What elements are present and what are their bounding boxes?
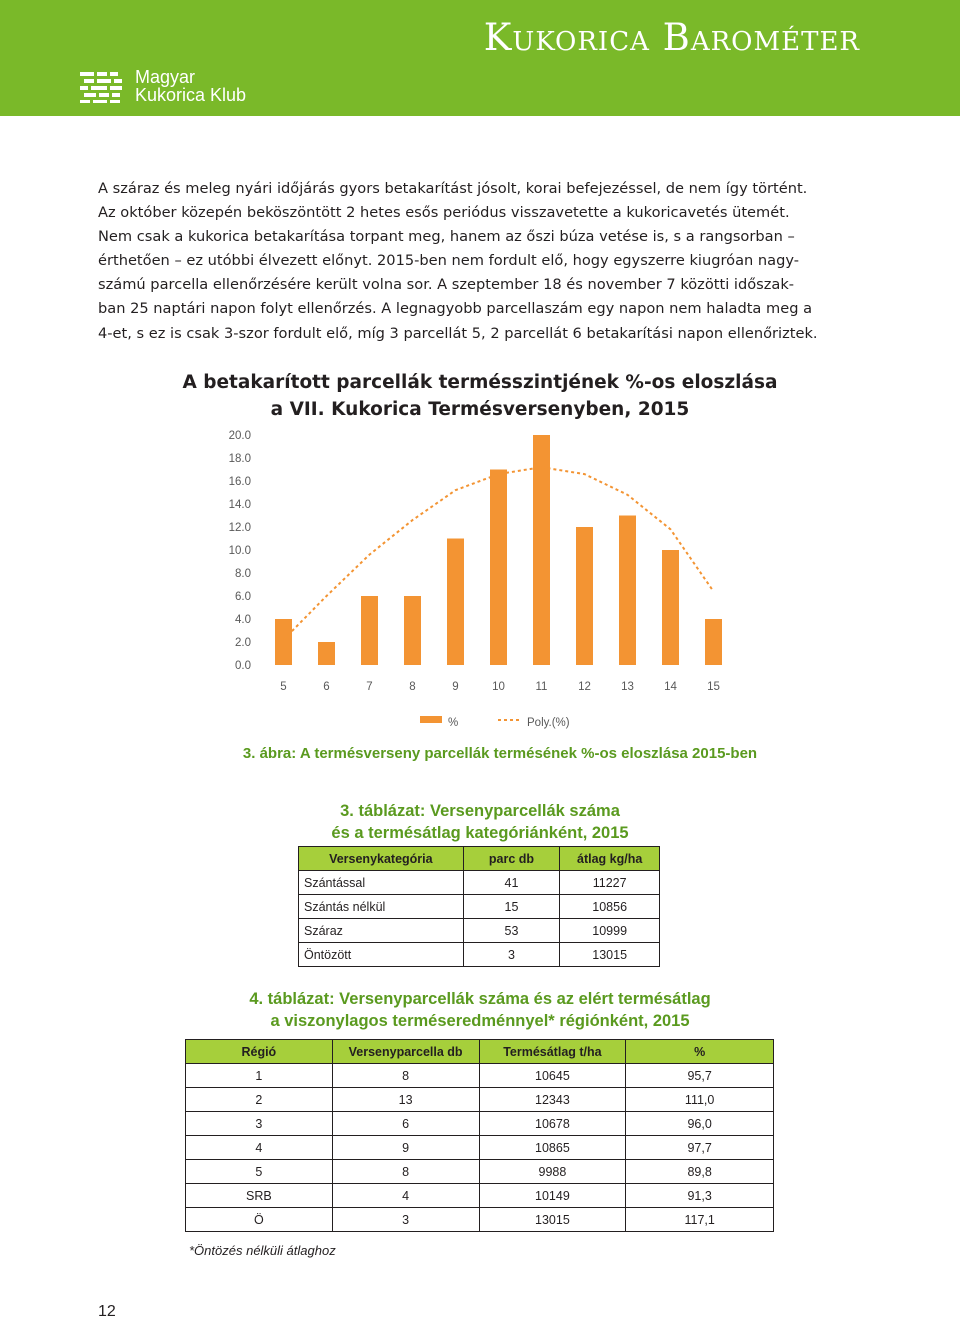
- table-row: [186, 1160, 774, 1184]
- bar-14: [662, 550, 679, 665]
- table-cell: 89,8: [626, 1160, 774, 1184]
- table-cell: 1: [186, 1064, 333, 1088]
- table3-title-line-1: 3. táblázat: Versenyparcellák száma: [340, 802, 620, 820]
- column-header: Régió: [186, 1040, 333, 1064]
- table-cell: 95,7: [626, 1064, 774, 1088]
- table-header-row: [299, 847, 660, 871]
- x-tick-label: 13: [621, 681, 634, 693]
- intro-line: érthetően – ez utóbbi élvezett előnyt. 2015-ben nem fordult elő, hogy egyszerre kiugróan nagy-: [98, 252, 800, 270]
- table-cell: 13015: [479, 1208, 626, 1232]
- y-tick-label: 12.0: [228, 522, 251, 534]
- column-header: parc db: [463, 847, 560, 871]
- x-tick-label: 10: [492, 681, 505, 693]
- table-cell: SRB: [186, 1184, 333, 1208]
- logo-line-2: Kukorica Klub: [135, 85, 247, 105]
- table-row: [299, 943, 660, 967]
- column-header: átlag kg/ha: [560, 847, 660, 871]
- table-cell: 9: [332, 1136, 479, 1160]
- table-cell: 9988: [479, 1160, 626, 1184]
- table4-title-line-2: a viszonylagos terméseredménnyel* régiónként, 2015: [270, 1012, 690, 1030]
- bar-13: [619, 516, 636, 666]
- table-row: [186, 1184, 774, 1208]
- table-cell: 91,3: [626, 1184, 774, 1208]
- table-header-row: [186, 1040, 774, 1064]
- table-cell: Öntözött: [299, 943, 464, 967]
- table-cell: 11227: [560, 871, 660, 895]
- region-table: [185, 1039, 774, 1232]
- table-cell: 8: [332, 1064, 479, 1088]
- table-cell: 12343: [479, 1088, 626, 1112]
- bar-5: [275, 619, 292, 665]
- y-tick-label: 14.0: [228, 499, 251, 511]
- table4-title-line-1: 4. táblázat: Versenyparcellák száma és az elért termésátlag: [249, 990, 711, 1008]
- table-cell: 5: [186, 1160, 333, 1184]
- table-cell: 3: [463, 943, 560, 967]
- y-tick-label: 10.0: [228, 545, 251, 557]
- y-tick-label: 6.0: [235, 591, 251, 603]
- intro-line: Nem csak a kukorica betakarítása torpant meg, hanem az őszi búza vetése is, s a rangsorban –: [98, 228, 795, 246]
- legend-bar-label: %: [448, 717, 459, 729]
- bar-11: [533, 435, 550, 665]
- x-tick-label: 6: [323, 681, 330, 693]
- column-header: %: [626, 1040, 774, 1064]
- table-row: [299, 871, 660, 895]
- table-cell: 3: [332, 1208, 479, 1232]
- table-row: [186, 1112, 774, 1136]
- bar-6: [318, 642, 335, 665]
- table-cell: Száraz: [299, 919, 464, 943]
- table-cell: 13: [332, 1088, 479, 1112]
- intro-line: A száraz és meleg nyári időjárás gyors betakarítást jósolt, korai befejezéssel, de nem így történt.: [98, 180, 808, 197]
- table-cell: 41: [463, 871, 560, 895]
- x-tick-label: 15: [707, 681, 720, 693]
- intro-line: számú parcella ellenőrzésére került volna sor. A szeptember 18 és november 7 közötti időszak-: [98, 276, 795, 294]
- table4-title: [180, 988, 780, 1032]
- x-tick-label: 12: [578, 681, 591, 693]
- logo-line-1: Magyar: [135, 67, 196, 87]
- x-tick-label: 11: [535, 681, 548, 693]
- table-cell: 53: [463, 919, 560, 943]
- table-cell: 2: [186, 1088, 333, 1112]
- table-cell: 13015: [560, 943, 660, 967]
- table-row: [186, 1208, 774, 1232]
- column-header: Termésátlag t/ha: [479, 1040, 626, 1064]
- table-cell: 10865: [479, 1136, 626, 1160]
- table-cell: 10149: [479, 1184, 626, 1208]
- table-cell: 96,0: [626, 1112, 774, 1136]
- table-row: [299, 919, 660, 943]
- table-cell: 15: [463, 895, 560, 919]
- publication-title: Kukorica Barométer: [483, 16, 860, 59]
- bar-9: [447, 539, 464, 666]
- table-cell: Szántás nélkül: [299, 895, 464, 919]
- chart-heading-line-2: a VII. Kukorica Termésversenyben, 2015: [270, 399, 690, 420]
- table-cell: 4: [186, 1136, 333, 1160]
- bar-8: [404, 596, 421, 665]
- y-tick-label: 20.0: [228, 430, 251, 442]
- legend-trend-label: Poly.(%): [527, 717, 570, 729]
- table-cell: Ö: [186, 1208, 333, 1232]
- table-row: [186, 1064, 774, 1088]
- bar-7: [361, 596, 378, 665]
- figure-caption: 3. ábra: A termésverseny parcellák termésének %-os eloszlása 2015-ben: [242, 745, 758, 762]
- table-cell: 10678: [479, 1112, 626, 1136]
- legend-bar-swatch: [420, 716, 442, 723]
- table-cell: 3: [186, 1112, 333, 1136]
- table-cell: 4: [332, 1184, 479, 1208]
- table-row: [186, 1136, 774, 1160]
- table-cell: 117,1: [626, 1208, 774, 1232]
- bar-10: [490, 470, 507, 666]
- intro-line: Az október közepén beköszöntött 2 hetes esős periódus visszavetette a kukoricavetés ütemét.: [98, 204, 790, 222]
- y-tick-label: 2.0: [235, 637, 251, 649]
- x-tick-label: 9: [452, 681, 459, 693]
- page-number: 12: [98, 1303, 116, 1320]
- y-tick-label: 18.0: [228, 453, 251, 465]
- x-tick-label: 8: [409, 681, 416, 693]
- x-tick-label: 7: [366, 681, 373, 693]
- y-tick-label: 4.0: [235, 614, 251, 626]
- category-table: [298, 846, 660, 967]
- table-row: [299, 895, 660, 919]
- chart-heading-line-1: A betakarított parcellák termésszintjének %-os eloszlása: [182, 372, 778, 393]
- table-cell: 111,0: [626, 1088, 774, 1112]
- table3-title-line-2: és a termésátlag kategóriánként, 2015: [331, 824, 629, 842]
- table-cell: Szántással: [299, 871, 464, 895]
- bar-12: [576, 527, 593, 665]
- table-footnote: *Öntözés nélküli átlaghoz: [189, 1243, 336, 1258]
- intro-line: 4-et, s ez is csak 3-szor fordult elő, míg 3 parcellát 5, 2 parcellát 6 betakarítási napon ellenőriztek.: [98, 324, 818, 342]
- table-cell: 8: [332, 1160, 479, 1184]
- table3-title: [230, 800, 730, 844]
- intro-line: ban 25 naptári napon folyt ellenőrzés. A legnagyobb parcellaszám egy napon nem haladta meg a: [98, 300, 813, 318]
- x-tick-label: 14: [664, 681, 677, 693]
- table-row: [186, 1088, 774, 1112]
- y-tick-label: 0.0: [235, 660, 251, 672]
- column-header: Versenykategória: [299, 847, 464, 871]
- table-cell: 6: [332, 1112, 479, 1136]
- column-header: Versenyparcella db: [332, 1040, 479, 1064]
- x-tick-label: 5: [280, 681, 287, 693]
- table-cell: 10645: [479, 1064, 626, 1088]
- table-cell: 10999: [560, 919, 660, 943]
- bar-15: [705, 619, 722, 665]
- y-tick-label: 8.0: [235, 568, 251, 580]
- y-tick-label: 16.0: [228, 476, 251, 488]
- table-cell: 10856: [560, 895, 660, 919]
- table-cell: 97,7: [626, 1136, 774, 1160]
